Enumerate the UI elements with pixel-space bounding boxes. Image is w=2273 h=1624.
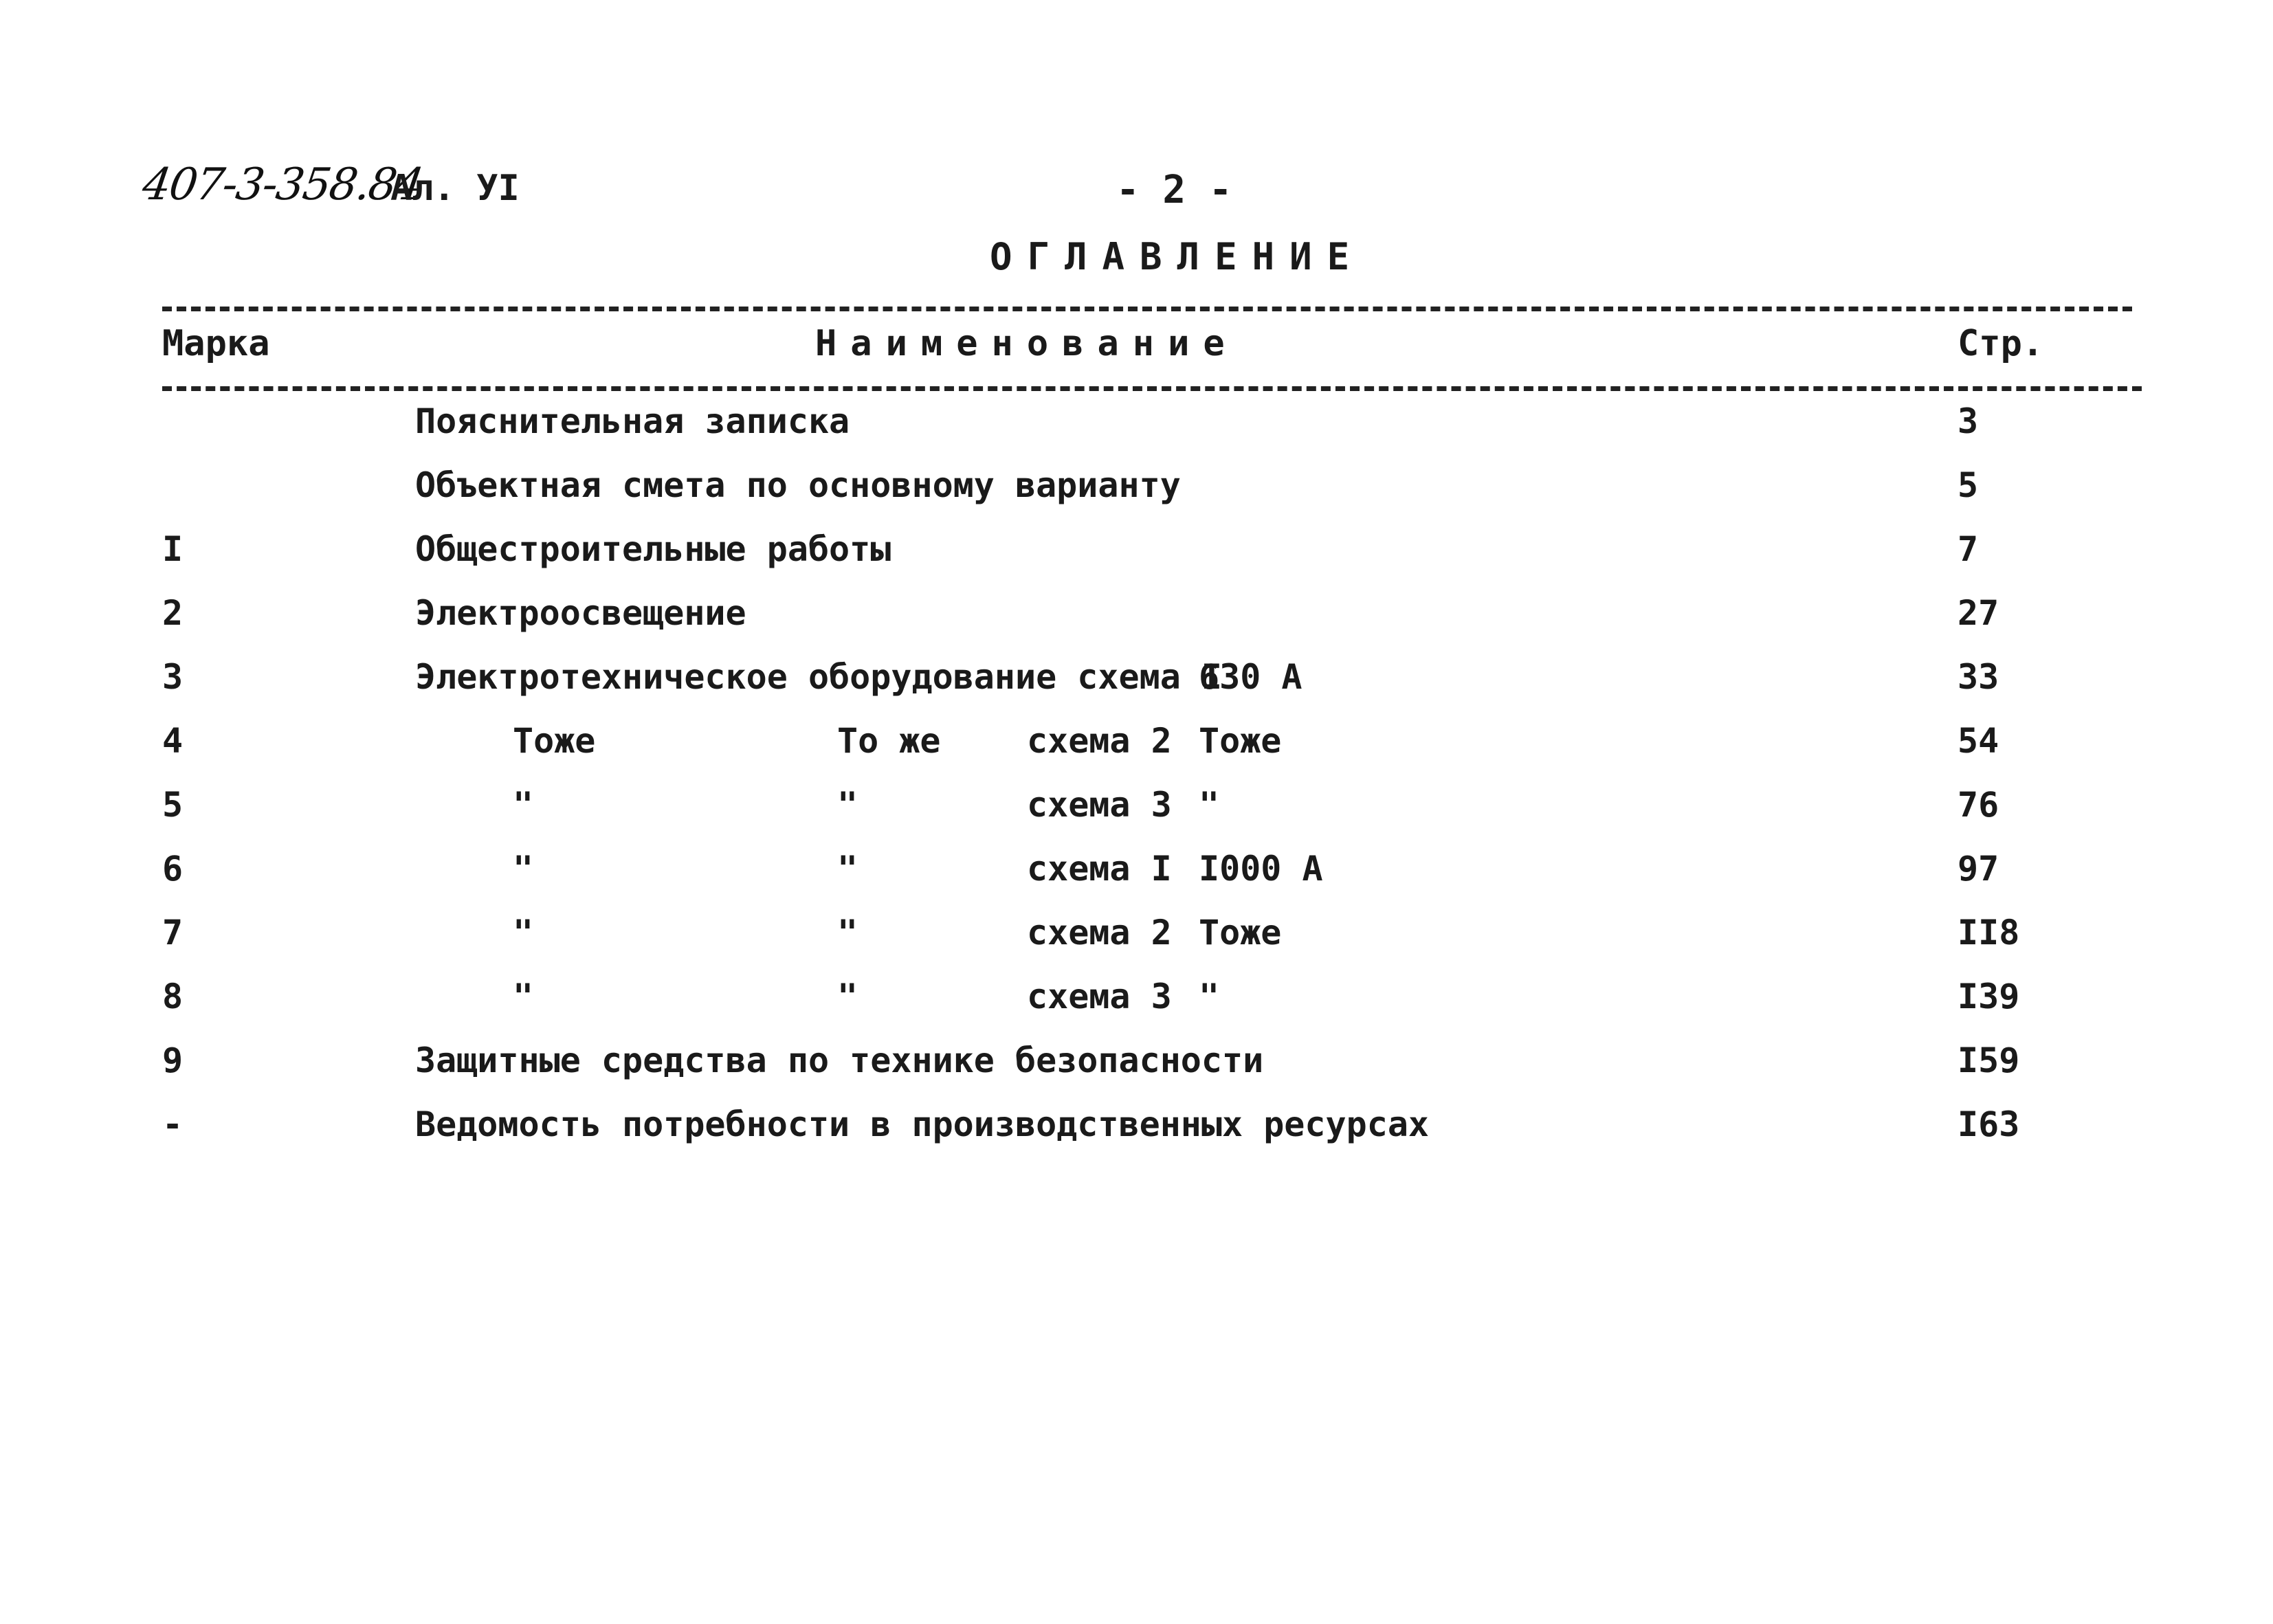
row-name: Ведомость потребности в производственных ресурсах [415, 1104, 1430, 1144]
row-page: I59 [1958, 1041, 2020, 1080]
column-header-mark: Марка [162, 323, 270, 364]
row-mark: 7 [162, 913, 184, 953]
row-scheme: схема 3 [1027, 977, 1172, 1016]
row-mark: 3 [162, 657, 184, 697]
row-mark: 6 [162, 849, 184, 889]
row-name: Пояснительная записка [415, 401, 850, 441]
row-mark: I [162, 529, 184, 569]
row-ditto-name: " [513, 977, 534, 1016]
row-ditto-name: " [513, 849, 534, 889]
page-number: - 2 - [1116, 168, 1232, 212]
row-scheme: схема 3 [1027, 785, 1172, 825]
row-value: I000 А [1199, 849, 1323, 889]
row-page: 97 [1958, 849, 1999, 889]
row-value: " [1199, 785, 1220, 825]
row-ditto-name: " [513, 913, 534, 953]
column-header-name: Наименование [815, 323, 1239, 364]
row-mark: - [162, 1104, 184, 1144]
row-page: 33 [1958, 657, 1999, 697]
album-number: Ал. УI [390, 168, 520, 209]
row-page: 7 [1958, 529, 1979, 569]
row-page: 27 [1958, 593, 1999, 633]
row-scheme: схема I [1027, 849, 1172, 889]
row-page: I63 [1958, 1104, 2020, 1144]
row-value: Тоже [1199, 913, 1282, 953]
document-code: 407-3-358.84 [139, 159, 426, 210]
top-dashed-rule [162, 307, 2132, 311]
row-name: Объектная смета по основному варианту [415, 465, 1181, 505]
row-page: 54 [1958, 721, 1999, 761]
row-page: I39 [1958, 977, 2020, 1016]
row-scheme: схема 2 [1027, 913, 1172, 953]
row-mark: 8 [162, 977, 184, 1016]
row-page: 5 [1958, 465, 1979, 505]
header-dashed-rule [162, 386, 2142, 391]
row-page: 3 [1958, 401, 1979, 441]
row-ditto-type: " [837, 913, 858, 953]
page-title: ОГЛАВЛЕНИЕ [990, 235, 1365, 278]
row-value: 630 А [1199, 657, 1302, 697]
row-mark: 5 [162, 785, 184, 825]
row-value: " [1199, 977, 1220, 1016]
row-name: Электроосвещение [415, 593, 746, 633]
row-name: Защитные средства по технике безопасности [415, 1041, 1264, 1080]
row-ditto-type: То же [837, 721, 941, 761]
row-scheme: схема 2 [1027, 721, 1172, 761]
row-ditto-type: " [837, 785, 858, 825]
row-ditto-type: " [837, 977, 858, 1016]
row-ditto-name: Тоже [513, 721, 596, 761]
row-page: II8 [1958, 913, 2020, 953]
row-ditto-type: " [837, 849, 858, 889]
row-page: 76 [1958, 785, 1999, 825]
row-ditto-name: " [513, 785, 534, 825]
row-value: Тоже [1199, 721, 1282, 761]
row-name: Общестроительные работы [415, 529, 891, 569]
column-header-page: Стр. [1958, 323, 2044, 364]
row-name: Электротехническое оборудование схема I [415, 657, 1222, 697]
row-mark: 2 [162, 593, 184, 633]
row-mark: 4 [162, 721, 184, 761]
row-mark: 9 [162, 1041, 184, 1080]
